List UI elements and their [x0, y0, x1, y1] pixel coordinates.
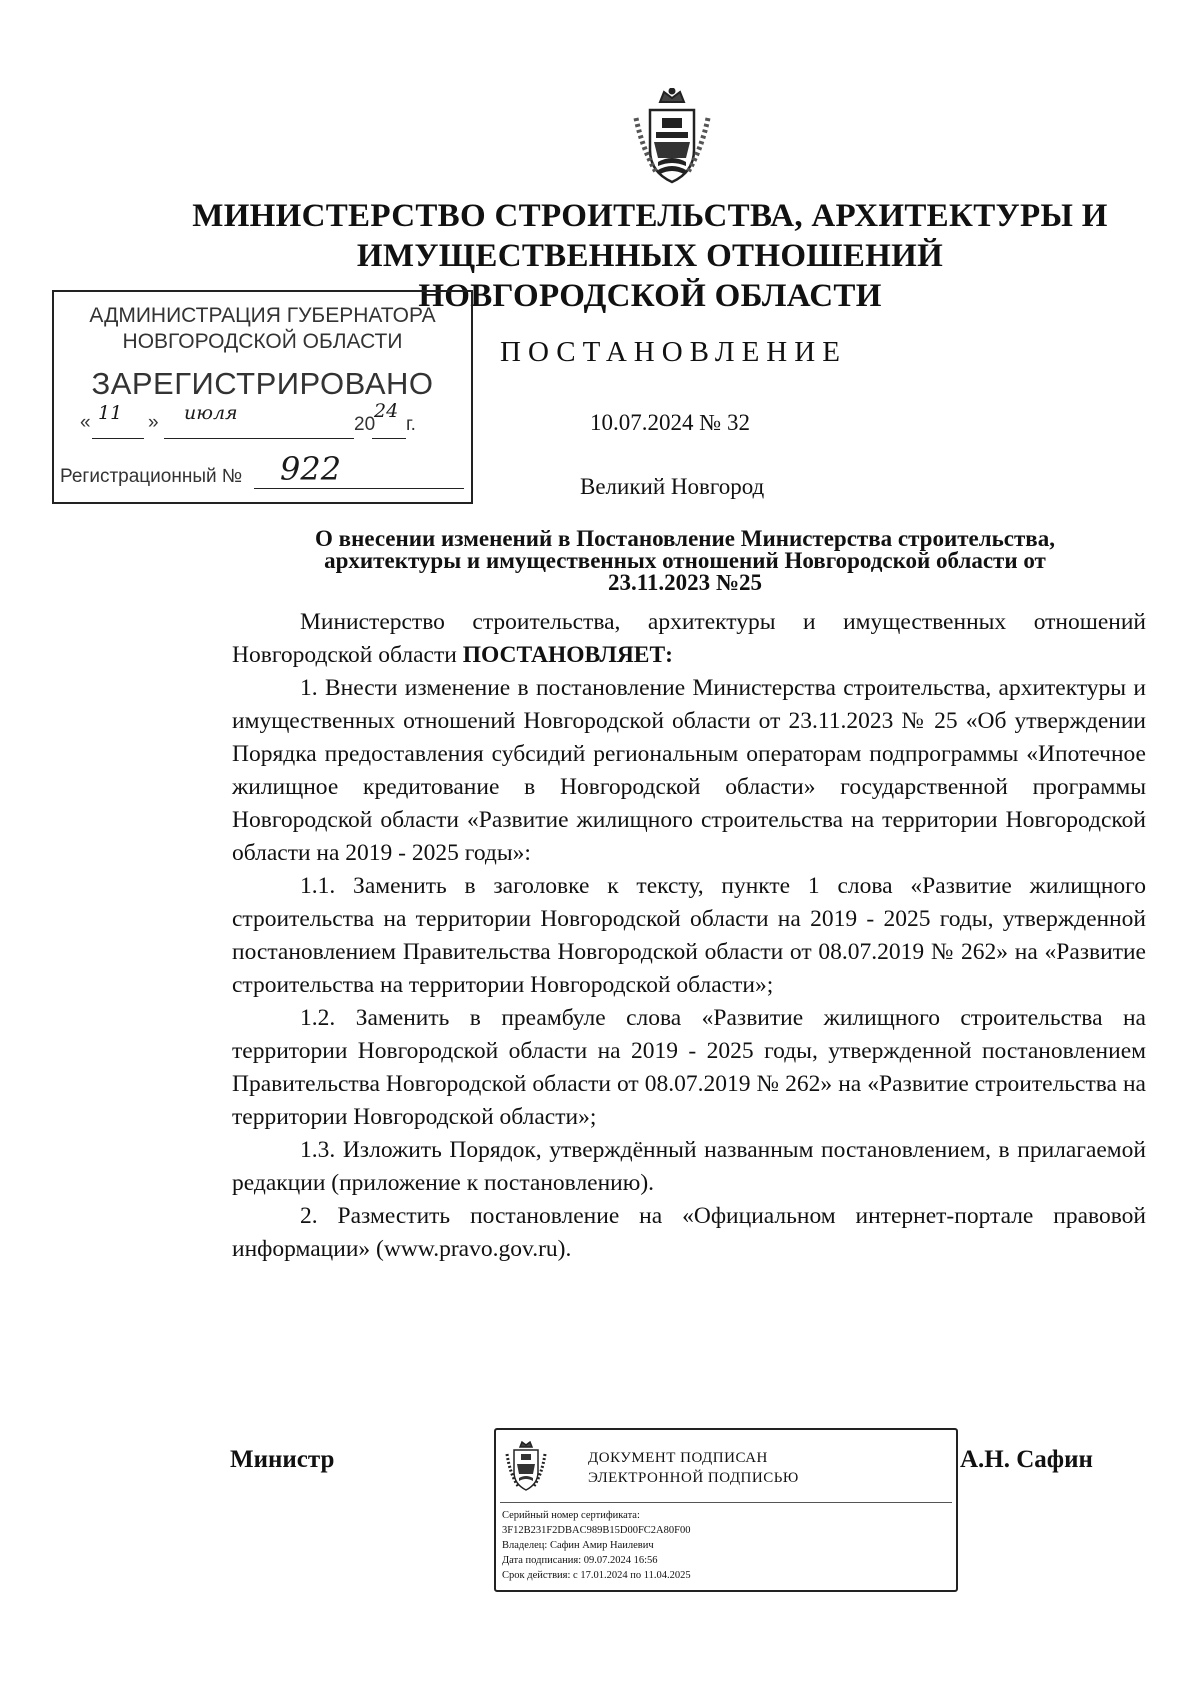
ministry-name-line-1: МИНИСТЕРСТВО СТРОИТЕЛЬСТВА, АРХИТЕКТУРЫ И	[192, 198, 1108, 234]
document-city: Великий Новгород	[580, 474, 765, 499]
paragraph-1-1: 1.1. Заменить в заголовке к тексту, пункте 1 слова «Развитие жилищного строительства на территории Новгородской области на 2019 - 2025 годы, утвержденной постановлением Правительства Новгородской области от 08.07.2019 № 262» на «Развитие строительства на территории Новгородской области»;	[232, 873, 1146, 998]
paragraph-2: 2. Разместить постановление на «Официальном интернет-портале правовой информации» (www.pravo.gov.ru).	[232, 1203, 1146, 1262]
stamp-year-prefix: 20	[354, 414, 376, 435]
signatory-role: Министр	[230, 1446, 335, 1473]
paragraph-1: 1. Внести изменение в постановление Министерства строительства, архитектуры и имущественных отношений Новгородской области от 23.11.2023 № 25 «Об утверждении Порядка предоставления субсидий региональным операторам подпрограммы «Ипотечное жилищное кредитование в Новгородской области» государственной программы Новгородской области «Развитие жилищного строительства на территории Новгородской области на 2019 - 2025 годы»:	[232, 675, 1146, 866]
esig-header-1: ДОКУМЕНТ ПОДПИСАН	[588, 1450, 768, 1466]
stamp-open-quote: «	[80, 412, 91, 433]
document-type: ПОСТАНОВЛЕНИЕ	[500, 336, 847, 368]
stamp-year-unit: г.	[406, 414, 416, 435]
coat-of-arms-emblem	[632, 88, 712, 186]
stamp-line-registered: ЗАРЕГИСТРИРОВАНО	[91, 366, 434, 401]
document-title	[230, 528, 1140, 594]
esig-header-2: ЭЛЕКТРОННОЙ ПОДПИСЬЮ	[588, 1470, 799, 1486]
registration-stamp	[52, 290, 473, 504]
esig-validity: Срок действия: с 17.01.2024 по 11.04.2025	[502, 1570, 691, 1581]
signature-emblem-icon	[504, 1440, 548, 1492]
preamble-paragraph	[232, 606, 1146, 672]
stamp-reg-label: Регистрационный №	[60, 466, 243, 487]
signatory-name: А.Н. Сафин	[960, 1446, 1093, 1473]
stamp-close-quote: »	[148, 412, 159, 433]
title-line-2: архитектуры и имущественных отношений Новгородской области от	[324, 548, 1046, 573]
title-line-3: 23.11.2023 №25	[607, 570, 763, 595]
paragraph-1-2: 1.2. Заменить в преамбуле слова «Развитие жилищного строительства на территории Новгородской области на 2019 - 2025 годы, утвержденной постановлением Правительства Новгородской области от 08.07.2019 № 262» на «Развитие строительства на территории Новгородской области»;	[232, 1005, 1146, 1130]
esig-separator	[500, 1502, 952, 1503]
paragraph-1-3: 1.3. Изложить Порядок, утверждённый названным постановлением, в прилагаемой редакции (приложение к постановлению).	[232, 1137, 1146, 1196]
document-body	[232, 606, 1146, 1266]
stamp-reg-underline	[254, 488, 464, 489]
esig-serial: 3F12B231F2DBAC989B15D00FC2A80F00	[502, 1525, 691, 1536]
stamp-month: июля	[184, 402, 238, 424]
stamp-reg-number: 922	[280, 450, 342, 488]
esig-serial-label: Серийный номер сертификата:	[502, 1510, 640, 1521]
stamp-year-suffix: 24	[374, 400, 399, 422]
stamp-line-administration: АДМИНИСТРАЦИЯ ГУБЕРНАТОРА	[89, 304, 436, 327]
preamble-text: Министерство строительства, архитектуры и имущественных отношений Новгородской области	[232, 609, 1146, 668]
esig-signed-date: Дата подписания: 09.07.2024 16:56	[502, 1555, 658, 1566]
document-date-number: 10.07.2024 № 32	[590, 410, 750, 435]
ministry-name-line-3: НОВГОРОДСКОЙ ОБЛАСТИ	[418, 278, 882, 314]
stamp-year-underline	[372, 438, 406, 439]
ministry-name-line-2: ИМУЩЕСТВЕННЫХ ОТНОШЕНИЙ	[356, 238, 944, 274]
esig-owner: Владелец: Сафин Амир Наилевич	[502, 1540, 654, 1551]
stamp-line-region: НОВГОРОДСКОЙ ОБЛАСТИ	[122, 330, 403, 353]
title-line-1: О внесении изменений в Постановление Министерства строительства,	[315, 526, 1055, 551]
stamp-day: 11	[98, 402, 123, 424]
preamble-decree-word: ПОСТАНОВЛЯЕТ:	[462, 642, 673, 668]
stamp-day-underline	[92, 438, 144, 439]
stamp-month-underline	[164, 438, 354, 439]
electronic-signature-stamp	[494, 1428, 958, 1592]
